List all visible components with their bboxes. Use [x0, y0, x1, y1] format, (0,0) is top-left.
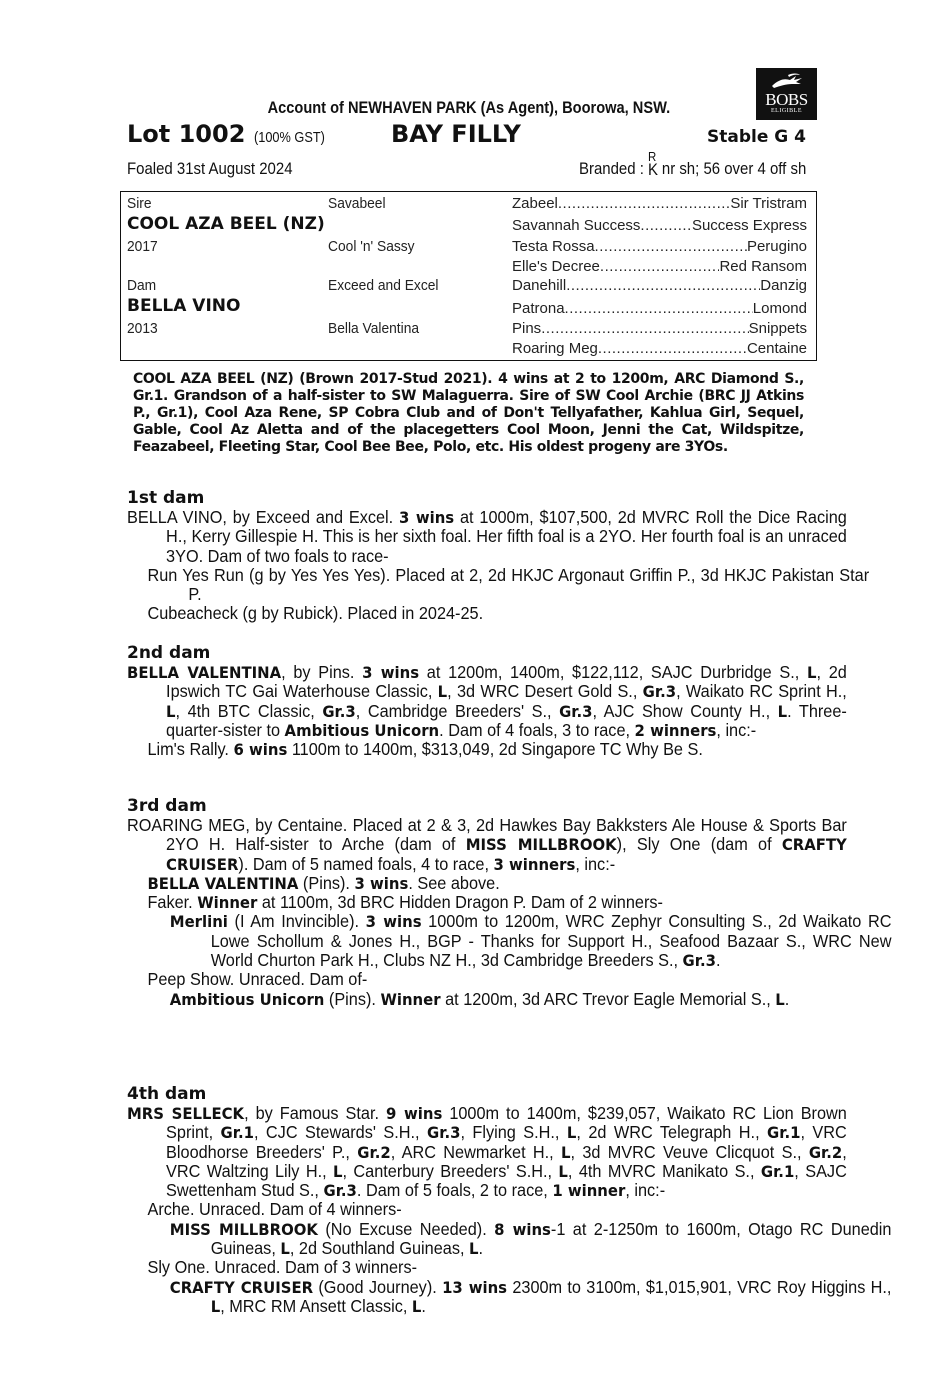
gp-left: Danehill	[512, 277, 567, 294]
gp-right: Success Express	[691, 217, 807, 234]
text: , inc:-	[625, 1180, 666, 1201]
gp-right: Red Ransom	[719, 258, 807, 275]
progeny-entry	[127, 740, 869, 759]
bold-text: L	[566, 1123, 577, 1143]
dam-year: 2013	[127, 320, 158, 337]
grandparent-row	[512, 300, 807, 317]
text: Lim's Rally.	[147, 739, 234, 760]
bold-text: MRS SELLECK	[127, 1104, 245, 1123]
gp-left: Roaring Meg	[512, 340, 598, 357]
bold-text: Ambitious Unicorn	[169, 989, 325, 1009]
branded-label: Branded :	[578, 159, 648, 178]
bold-text: BELLA VALENTINA	[127, 663, 282, 682]
grandparent-row	[512, 217, 807, 234]
vendor-account-line: Account of NEWHAVEN PARK (As Agent), Boorowa, NSW.	[267, 98, 671, 117]
bold-text: L	[333, 1161, 343, 1181]
text: Cubeacheck (g by Rubick). Placed in 2024-25.	[147, 603, 484, 624]
progeny-entry	[127, 1278, 891, 1317]
bold-text: L	[561, 1142, 571, 1162]
dam-sire: Exceed and Excel	[328, 277, 439, 294]
bold-text: 3 wins	[399, 508, 455, 527]
bold-text: 3 wins	[354, 873, 409, 893]
lot-label: Lot 1002	[127, 120, 246, 148]
dam-heading: 2nd dam	[127, 643, 211, 663]
progeny-entry	[127, 508, 847, 566]
horse-head-icon	[770, 72, 804, 90]
grandparent-row	[512, 258, 807, 275]
text: , 2d Southland Guineas,	[289, 1238, 470, 1259]
gp-right: Sir Tristram	[730, 195, 807, 212]
text: (I Am Invincible).	[227, 911, 366, 932]
bold-text: BELLA VALENTINA	[147, 873, 299, 893]
foaled-date: Foaled 31st August 2024	[127, 159, 293, 178]
text: , VRC Bloodhorse Breeders' P.,	[166, 1122, 847, 1162]
text: (Pins).	[324, 988, 381, 1009]
dam-section-2	[127, 643, 847, 760]
bold-text: L	[166, 701, 176, 721]
text: at 1200m, 3d ARC Trevor Eagle Memorial S.,	[440, 988, 776, 1009]
progeny-entry	[127, 990, 891, 1009]
text: at 1000m, $107,500, 2d MVRC Roll the Dice Racing H., Kerry Gillespie H. This is her sixth foal. Her fifth foal is a 2YO. Her fourth foal is an unraced 3YO. Dam of two foals to race-	[166, 507, 847, 566]
text: , Flying S.H.,	[460, 1122, 567, 1143]
text: Sly One. Unraced. Dam of 3 winners-	[147, 1257, 418, 1278]
lot-number	[127, 120, 337, 148]
text: at 1100m, 3d BRC Hidden Dragon P. Dam of 2 winners-	[257, 892, 663, 913]
sire-description: COOL AZA BEEL (NZ) (Brown 2017-Stud 2021). 4 wins at 2 to 1200m, ARC Diamond S., Gr.1. Grandson of a half-sister to SW Malaguerra. Sire of SW Cool Archie (BRC JJ Atkins P., Gr.1), Cool Aza Rene, SP Cobra Club and of Don't Tellyafather, Kahlua Girl, Sequel, Gable, Cool Az Aletta and of the placegetters Cool Moon, Jenni the Cat, Wildspitze, Feazabeel, Fleeting Star, Cool Bee Bee, Polo, etc. His oldest progeny are 3YOs.	[133, 371, 804, 456]
logo-subtext: ELIGIBLE	[771, 108, 802, 114]
text: 2300m to 3100m, $1,015,901, VRC Roy Higgins H.,	[507, 1276, 892, 1297]
brand-details: nr sh; 56 over 4 off sh	[657, 159, 806, 178]
dam-section-3	[127, 796, 892, 1009]
dam-section-4	[127, 1084, 892, 1316]
progeny-entry	[127, 912, 891, 970]
progeny-entry	[127, 970, 869, 989]
text: . Dam of 5 foals, 2 to race,	[356, 1180, 553, 1201]
bold-text: Winner	[380, 989, 441, 1009]
sire-dam: Cool 'n' Sassy	[328, 238, 415, 255]
text: , MRC RM Ansett Classic,	[220, 1295, 412, 1316]
progeny-entry	[127, 1220, 891, 1259]
text: , 2d Ipswich TC Gai Waterhouse Classic,	[166, 662, 847, 702]
text: 1000m to 1200m, WRC Zephyr Consulting S., 2d Waikato RC Lowe Schollum & Jones H., BGP - Thanks for Support H., Seafood Bazaar S., WRC New World Churton Park H., Clubs NZ H., 3d Cambridge Breeders S.,	[210, 911, 892, 971]
text: 1000m to 1400m, $239,057, Waikato RC Lion Brown Sprint,	[166, 1103, 847, 1143]
bobs-eligible-logo	[756, 68, 817, 120]
text: 1100m to 1400m, $313,049, 2d Singapore TC Why Be S.	[287, 739, 703, 760]
text: , 3d WRC Desert Gold S.,	[447, 681, 643, 702]
gp-right: Snippets	[748, 320, 807, 337]
bold-text: L	[558, 1161, 568, 1181]
progeny-entry	[127, 1200, 869, 1219]
text: . Dam of 4 foals, 3 to race,	[439, 719, 635, 740]
sire-label: Sire	[127, 195, 152, 212]
bold-text: L	[210, 1296, 221, 1316]
text: .	[784, 988, 790, 1009]
text: , AJC Show County H.,	[592, 700, 778, 721]
bold-text: Gr.3	[427, 1123, 461, 1143]
bold-text: 13 wins	[442, 1277, 508, 1297]
bold-text: MISS MILLBROOK	[169, 1219, 318, 1239]
logo-text: BOBS	[765, 90, 808, 109]
grandparent-row	[512, 195, 807, 212]
gp-right: Centaine	[746, 340, 807, 357]
text: , Cambridge Breeders' S.,	[355, 700, 560, 721]
bold-text: Merlini	[169, 912, 228, 932]
bold-text: Gr.2	[357, 1142, 391, 1162]
progeny-entry	[127, 604, 869, 623]
dam-heading: 4th dam	[127, 1084, 207, 1104]
bold-text: L	[411, 1296, 422, 1316]
grandparent-row	[512, 320, 807, 337]
bold-text: L	[437, 682, 448, 702]
stable-location: Stable G 4	[707, 127, 806, 147]
bold-text: MISS MILLBROOK	[465, 835, 617, 855]
dam-dam: Bella Valentina	[328, 320, 420, 337]
progeny-entry	[127, 816, 847, 874]
text: at 1200m, 1400m, $122,112, SAJC Durbridge S.,	[419, 662, 807, 682]
text: , SAJC Swettenham Stud S.,	[166, 1160, 847, 1201]
text: , Canterbury Breeders' S.H.,	[342, 1160, 559, 1181]
brand-top: R	[647, 149, 657, 164]
bold-text: CRAFTY CRUISER	[169, 1277, 314, 1297]
text: Faker.	[147, 892, 198, 913]
dam-section-1	[127, 488, 870, 624]
dam-heading: 1st dam	[127, 488, 205, 508]
gp-left: Patrona	[512, 300, 565, 317]
bold-text: Gr.1	[220, 1123, 254, 1143]
progeny-entry	[127, 663, 847, 740]
progeny-entry	[127, 1104, 847, 1200]
text: Run Yes Run (g by Yes Yes Yes). Placed at 2, 2d HKJC Argonaut Griffin P., 3d HKJC Pakistan Star P.	[147, 564, 870, 605]
bold-text: L	[775, 989, 785, 1009]
text: Peep Show. Unraced. Dam of-	[147, 969, 368, 990]
bold-text: 6 wins	[233, 740, 288, 760]
gp-left: Savannah Success	[512, 217, 641, 234]
pedigree-table	[120, 191, 817, 361]
bold-text: 3 wins	[365, 912, 422, 932]
gp-right: Danzig	[760, 277, 807, 294]
text: , CJC Stewards' S.H.,	[253, 1122, 428, 1143]
dam-label: Dam	[127, 277, 157, 294]
progeny-entry	[127, 874, 869, 893]
text: .	[421, 1295, 426, 1316]
grandparent-row	[512, 340, 807, 357]
bold-text: L	[280, 1239, 290, 1259]
bold-text: Winner	[197, 893, 258, 913]
brand-mark	[647, 149, 658, 179]
text: ). Dam of 5 named foals, 4 to race,	[238, 853, 494, 874]
bold-text: 3 winners	[493, 854, 576, 874]
gp-left: Zabeel	[512, 195, 558, 212]
sire-name: COOL AZA BEEL (NZ)	[127, 214, 325, 234]
dam-name: BELLA VINO	[127, 296, 241, 316]
text: ROARING MEG, by Centaine. Placed at 2 & 3, 2d Hawkes Bay Bakksters Ale House & Sports Bar 2YO H. Half-sister to Arche (dam of	[127, 815, 847, 855]
gp-left: Testa Rossa	[512, 238, 595, 255]
bold-text: L	[777, 701, 788, 721]
bold-text: 8 wins	[494, 1219, 551, 1239]
text: , Waikato RC Sprint H.,	[676, 681, 847, 702]
bold-text: Ambitious Unicorn	[284, 720, 440, 740]
text: , 4th MVRC Manikato S.,	[567, 1160, 761, 1181]
text: -1 at 2-1250m to 1600m, Otago RC Dunedin Guineas,	[210, 1218, 892, 1259]
sire-sire: Savabeel	[328, 195, 386, 212]
bold-text: 2 winners	[634, 720, 717, 740]
bold-text: L	[806, 663, 817, 682]
bold-text: Gr.3	[682, 951, 716, 971]
text: , inc:-	[575, 853, 616, 874]
grandparent-row	[512, 277, 807, 294]
dam-heading: 3rd dam	[127, 796, 207, 816]
gp-right: Lomond	[752, 300, 807, 317]
progeny-entry	[127, 893, 869, 912]
gp-left: Pins	[512, 320, 542, 337]
progeny-entry	[127, 1258, 869, 1277]
bold-text: Gr.3	[323, 1181, 357, 1201]
bold-text: Gr.1	[760, 1161, 795, 1181]
text: , by Famous Star.	[244, 1103, 387, 1123]
gp-right: Perugino	[746, 238, 807, 255]
gp-left: Elle's Decree	[512, 258, 600, 275]
gst-note: (100% GST)	[253, 129, 325, 146]
branded-info	[578, 149, 806, 179]
bold-text: L	[469, 1239, 479, 1259]
text: Arche. Unraced. Dam of 4 winners-	[147, 1199, 402, 1220]
progeny-entry	[127, 566, 869, 605]
bold-text: Gr.3	[322, 701, 356, 721]
bold-text: Gr.2	[808, 1142, 843, 1162]
text: (No Excuse Needed).	[317, 1218, 495, 1239]
bold-text: CRAFTY CRUISER	[166, 835, 847, 874]
text: ), Sly One (dam of	[616, 834, 782, 855]
text: (Good Journey).	[313, 1276, 443, 1297]
text: . Three-quarter-sister to	[166, 700, 847, 740]
brand-bottom: K	[647, 160, 658, 179]
text: , VRC Waltzing Lily H.,	[166, 1141, 847, 1181]
sire-year: 2017	[127, 238, 158, 255]
text: (Pins).	[298, 872, 355, 893]
text: , 3d MVRC Veuve Clicquot S.,	[570, 1141, 809, 1162]
bold-text: Gr.1	[767, 1123, 801, 1143]
text: , 4th BTC Classic,	[175, 700, 323, 721]
grandparent-row	[512, 238, 807, 255]
text: , inc:-	[716, 719, 757, 740]
bold-text: Gr.3	[642, 682, 677, 702]
text: BELLA VINO, by Exceed and Excel.	[127, 507, 400, 527]
bold-text: 1 winner	[552, 1181, 626, 1201]
text: . See above.	[408, 872, 500, 893]
bold-text: 3 wins	[362, 663, 420, 682]
text: , ARC Newmarket H.,	[390, 1141, 562, 1162]
text: , 2d WRC Telegraph H.,	[576, 1122, 768, 1143]
text: , by Pins.	[281, 662, 363, 682]
bold-text: 9 wins	[386, 1104, 443, 1123]
colour-sex: BAY FILLY	[391, 120, 521, 148]
text: .	[715, 950, 721, 971]
text: .	[478, 1238, 484, 1259]
bold-text: Gr.3	[559, 701, 593, 721]
